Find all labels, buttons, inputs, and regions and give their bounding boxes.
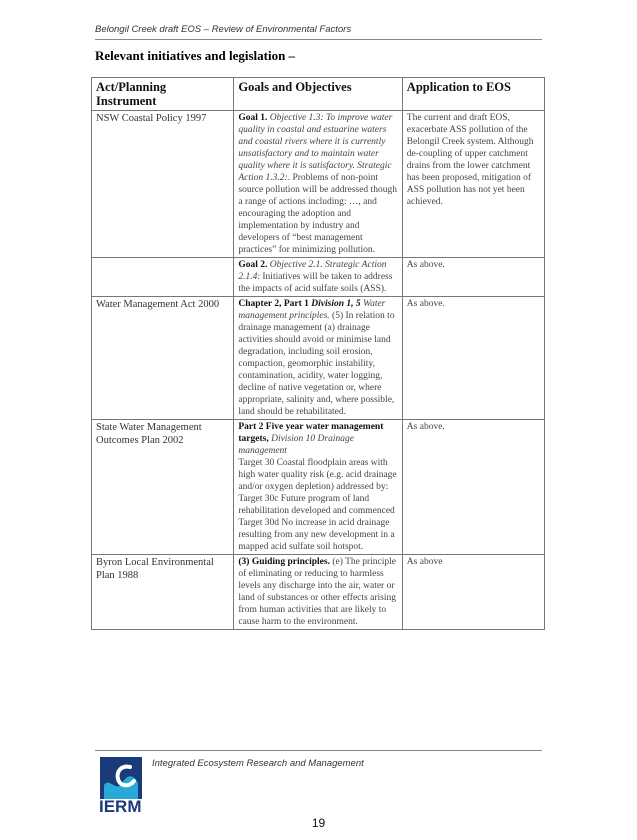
goal-objective: Division 10 Drainage management <box>238 434 354 456</box>
application-cell: The current and draft EOS, exacerbate ASS pollution of the Belongil Creek system. Although de-coupling of upper catchment drains from the lower catchment has been proposed, mitigation of ASS pollution has not yet been achieved. <box>402 111 544 258</box>
table-row <box>92 420 545 555</box>
goals-cell <box>234 420 402 555</box>
goals-cell <box>234 297 402 420</box>
application-cell: As above. <box>402 258 544 297</box>
footer-organisation: Integrated Ecosystem Research and Management <box>152 758 364 769</box>
page-header: Belongil Creek draft EOS – Review of Environmental Factors <box>95 24 542 40</box>
section-title: Relevant initiatives and legislation – <box>95 48 296 63</box>
goal-objective: Water management principles. <box>238 299 386 321</box>
goals-cell <box>234 258 402 297</box>
logo-text: IERM <box>99 797 142 816</box>
table-row <box>92 258 545 297</box>
instrument-cell: Water Management Act 2000 <box>92 297 234 420</box>
goals-cell <box>234 111 402 258</box>
target-line: Target 30d No increase in acid drainage resulting from any new development in a mapped acid sulfate soil hotspot. <box>238 518 395 552</box>
column-header-application: Application to EOS <box>402 78 544 111</box>
table-header-row <box>92 78 545 111</box>
instrument-cell <box>92 258 234 297</box>
goal-heading: Goal 2. <box>238 260 268 270</box>
table-row <box>92 555 545 630</box>
goal-division: Division 1, 5 <box>311 299 361 309</box>
goal-text: (5) In relation to drainage management (a) drainage activities should avoid or minimise land degradation, including soil erosion, compaction, geomorphic instability, contamination, acidity, water logging, decline of native vegetation or, where appropriate, salinity and, where possible, land should be rehabilitated. <box>238 311 395 417</box>
application-cell: As above. <box>402 420 544 555</box>
column-header-goals: Goals and Objectives <box>234 78 402 111</box>
goal-text: (e) The principle of eliminating or reducing to harmless levels any discharge into the air, water or land of substances or other effects arising from human activities that are likely to cause harm to the environment. <box>238 557 397 627</box>
target-line: Target 30c Future program of land rehabilitation developed and commenced <box>238 494 395 516</box>
application-cell: As above. <box>402 297 544 420</box>
table-row <box>92 297 545 420</box>
column-header-instrument: Act/Planning Instrument <box>92 78 234 111</box>
instrument-cell: State Water Management Outcomes Plan 2002 <box>92 420 234 555</box>
target-line: Target 30 Coastal floodplain areas with high water quality risk (e.g. acid drainage and/or oxygen depletion) addressed by: <box>238 458 397 492</box>
goal-heading: (3) Guiding principles. <box>238 557 330 567</box>
instrument-cell: Byron Local Environmental Plan 1988 <box>92 555 234 630</box>
goal-heading: Part 2 Five year water management targets, <box>238 422 384 444</box>
footer-divider <box>95 750 542 751</box>
application-cell: As above <box>402 555 544 630</box>
goal-heading: Chapter 2, Part 1 <box>238 299 312 309</box>
goal-objective: Objective 1.3: To improve water quality in coastal and estuarine waters and coastal rivers where it is currently unsatisfactory and to maintain water quality where it is satisfactory. Strategic Action 1.3.2: <box>238 113 393 183</box>
goal-heading: Goal 1. <box>238 113 268 123</box>
goal-text: : Initiatives will be taken to address the impacts of acid sulfate soils (ASS). <box>238 272 393 294</box>
legislation-table <box>91 77 545 630</box>
goal-objective: Objective 2.1. Strategic Action 2.1.4 <box>238 260 387 282</box>
page-number: 19 <box>311 816 326 830</box>
goal-text: . Problems of non-point source pollution will be addressed though a range of actions including: …, and encouraging the adoption and implementation by industry and developers of “best management practices” for minimizing pollution. <box>238 173 397 255</box>
goals-cell <box>234 555 402 630</box>
table-row <box>92 111 545 258</box>
instrument-cell: NSW Coastal Policy 1997 <box>92 111 234 258</box>
iERM-wave-logo-icon <box>100 757 142 799</box>
